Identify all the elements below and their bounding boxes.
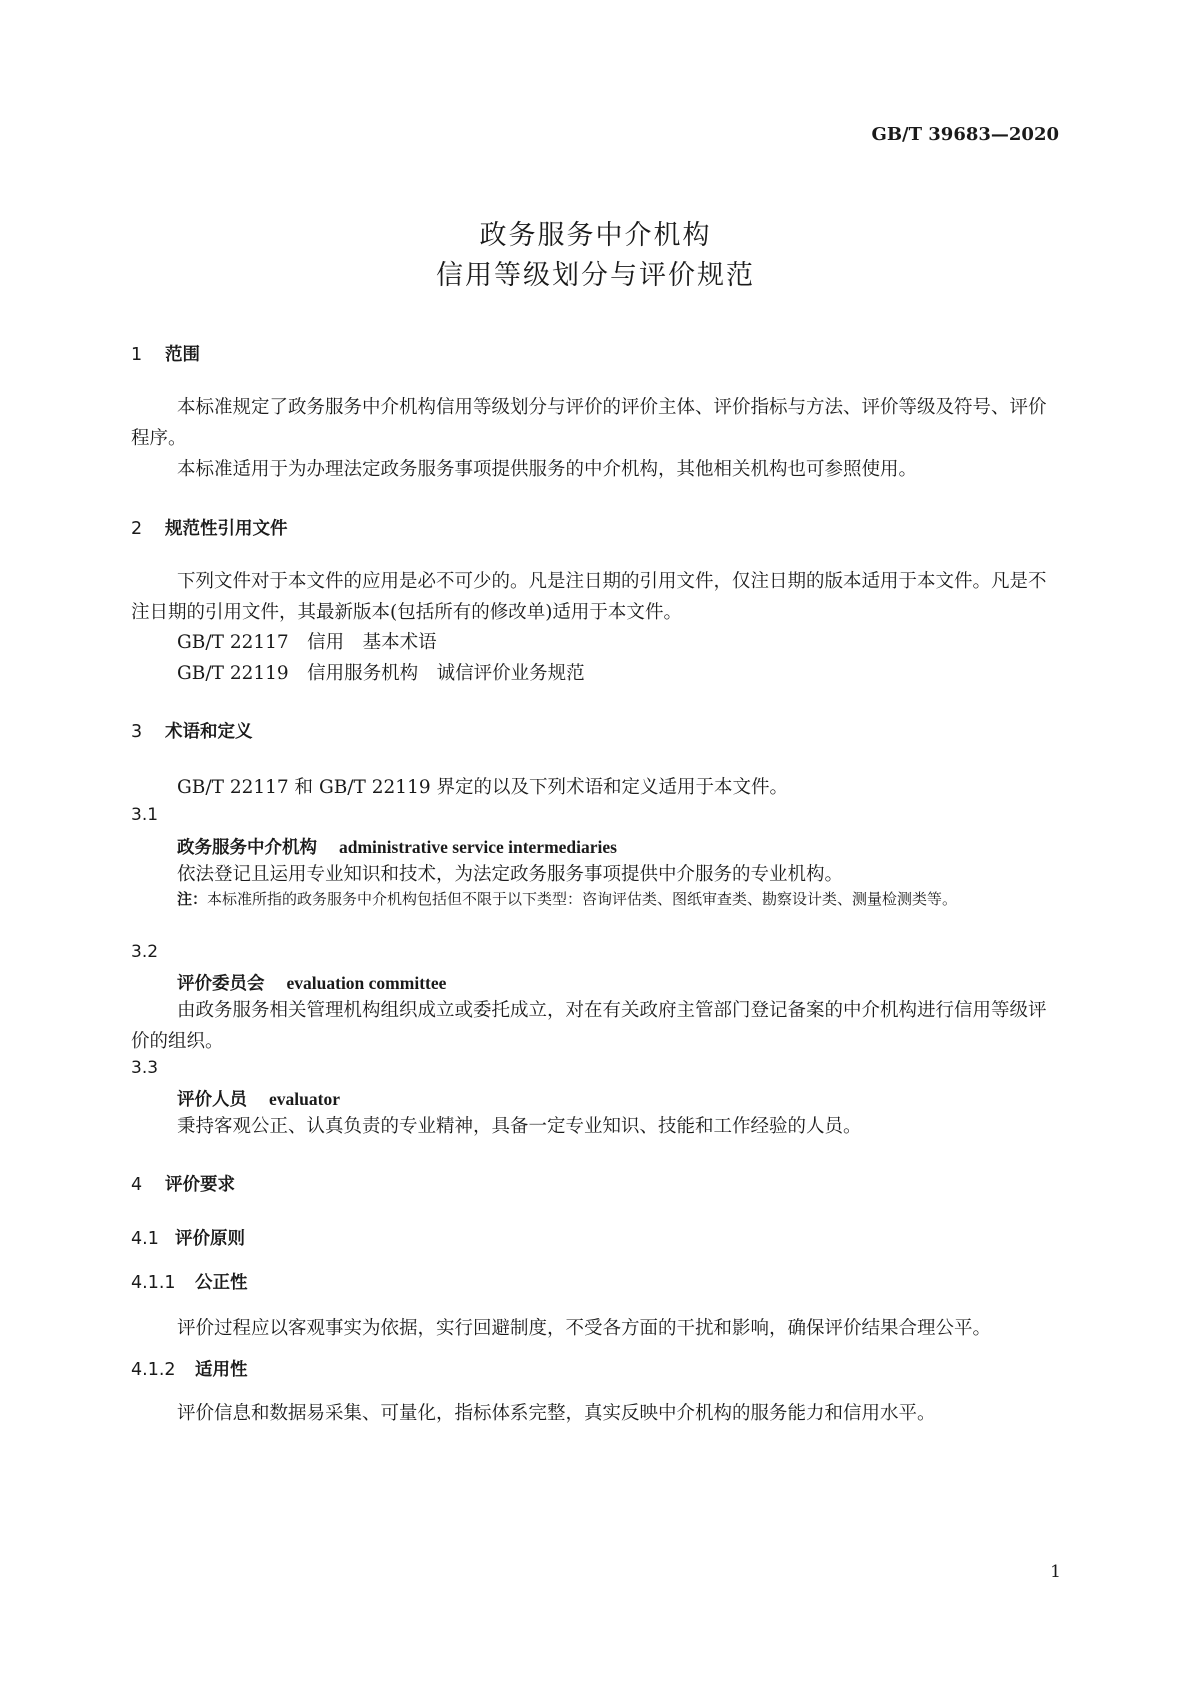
term-english: administrative service intermediaries (339, 837, 617, 857)
term-chinese: 政务服务中介机构 (177, 838, 317, 858)
section-title: 范围 (165, 345, 200, 365)
section-4-heading (131, 1171, 235, 1196)
title-line-1: 政务服务中介机构 (479, 220, 712, 251)
section-title: 公正性 (195, 1273, 248, 1293)
section-4-1-1-heading (131, 1269, 248, 1294)
term-3-2-definition: 由政务服务相关管理机构组织成立或委托成立，对在有关政府主管部门登记备案的中介机构进行信用等级评价的组织。 (131, 1000, 1047, 1052)
term-english: evaluation committee (286, 973, 447, 993)
term-english: evaluator (269, 1089, 340, 1109)
term-chinese: 评价人员 (177, 1090, 247, 1110)
section-title: 规范性引用文件 (165, 519, 288, 539)
section-1-paragraph-2: 本标准适用于为办理法定政务服务事项提供服务的中介机构，其他相关机构也可参照使用。 (177, 459, 918, 480)
section-4-1-heading (131, 1225, 245, 1250)
section-number: 4.1.2 (131, 1360, 176, 1380)
section-number: 3 (131, 722, 143, 742)
normative-reference-2: GB/T 22119 信用服务机构 诚信评价业务规范 (177, 663, 585, 684)
term-3-1-definition: 依法登记且运用专业知识和技术，为法定政务服务事项提供中介服务的专业机构。 (177, 864, 844, 885)
section-number: 2 (131, 519, 143, 539)
section-4-1-2-heading (131, 1356, 248, 1381)
term-3-1-number: 3.1 (131, 805, 159, 825)
term-3-3-definition: 秉持客观公正、认真负责的专业精神，具备一定专业知识、技能和工作经验的人员。 (177, 1116, 862, 1137)
term-3-1 (177, 834, 617, 859)
title-line-2: 信用等级划分与评价规范 (436, 260, 755, 291)
section-number: 1 (131, 345, 143, 365)
section-2-paragraph-1: 下列文件对于本文件的应用是必不可少的。凡是注日期的引用文件，仅注日期的版本适用于本文件。凡是不注日期的引用文件，其最新版本(包括所有的修改单)适用于本文件。 (131, 571, 1047, 623)
section-title: 评价原则 (175, 1229, 245, 1249)
section-1-paragraph-1: 本标准规定了政务服务中介机构信用等级划分与评价的评价主体、评价指标与方法、评价等级及符号、评价程序。 (131, 397, 1047, 449)
term-3-3-number: 3.3 (131, 1058, 159, 1078)
section-4-1-2-paragraph: 评价信息和数据易采集、可量化，指标体系完整，真实反映中介机构的服务能力和信用水平。 (177, 1403, 936, 1424)
term-3-2-number: 3.2 (131, 942, 159, 962)
term-3-1-note (177, 887, 1061, 912)
section-2-heading (131, 515, 288, 540)
term-chinese: 评价委员会 (177, 974, 265, 994)
normative-reference-1: GB/T 22117 信用 基本术语 (177, 632, 437, 653)
section-3-heading (131, 718, 253, 743)
standard-code: GB/T 39683—2020 (871, 124, 1059, 145)
section-number: 4 (131, 1175, 143, 1195)
page-number: 1 (1050, 1562, 1061, 1582)
section-title: 评价要求 (165, 1175, 235, 1195)
term-3-2 (177, 970, 446, 995)
section-title: 术语和定义 (165, 722, 253, 742)
section-4-1-1-paragraph: 评价过程应以客观事实为依据，实行回避制度，不受各方面的干扰和影响，确保评价结果合理公平。 (177, 1318, 992, 1339)
section-number: 4.1 (131, 1229, 159, 1249)
section-number: 4.1.1 (131, 1273, 176, 1293)
section-3-paragraph-1: GB/T 22117 和 GB/T 22119 界定的以及下列术语和定义适用于本文件。 (177, 777, 788, 798)
note-text: 本标准所指的政务服务中介机构包括但不限于以下类型：咨询评估类、图纸审查类、勘察设计类、测量检测类等。 (207, 890, 958, 908)
section-1-heading (131, 341, 200, 366)
section-title: 适用性 (195, 1360, 248, 1380)
note-label: 注： (177, 890, 208, 908)
term-3-3 (177, 1086, 340, 1111)
